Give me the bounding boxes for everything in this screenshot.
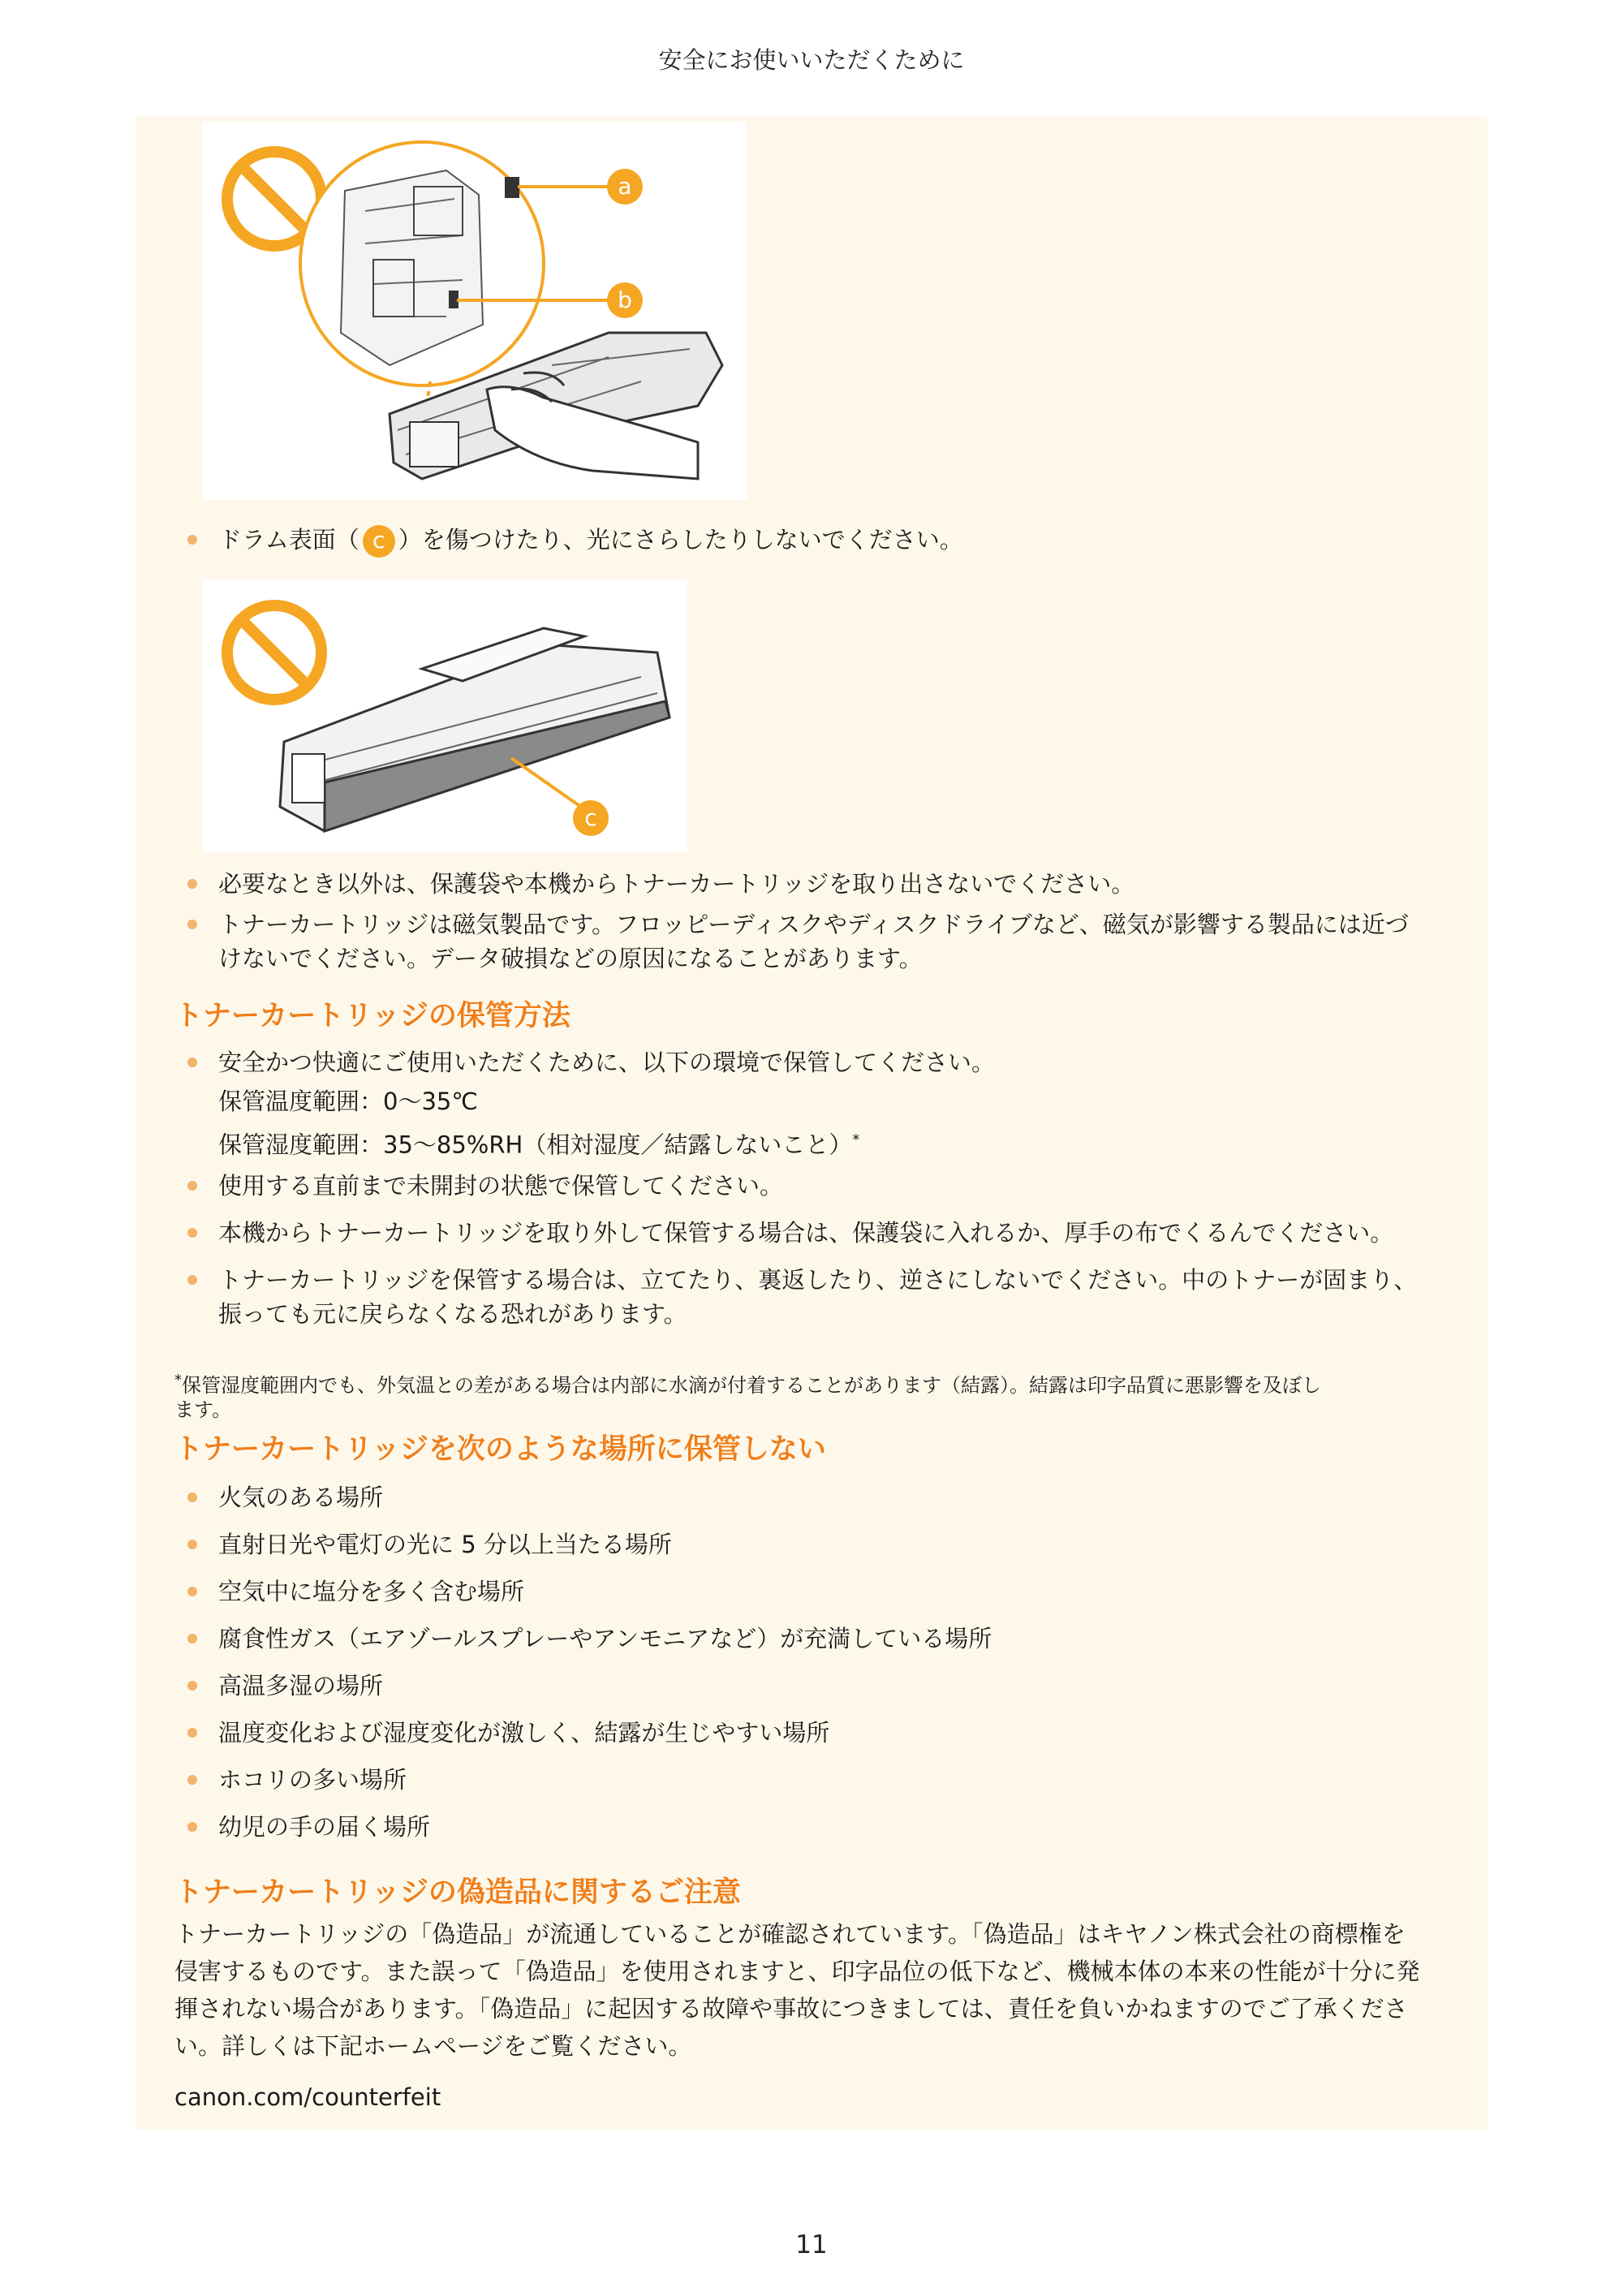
prohibited-icon	[227, 605, 321, 700]
list-item	[183, 1574, 992, 1609]
list-item-text-line1: トナーカートリッジを保管する場合は、立てたり、裏返したり、逆さにしないでください。中のトナーが固まり、	[218, 1265, 1418, 1294]
list-item	[183, 1763, 992, 1797]
bullet-dot-icon	[187, 1822, 197, 1832]
list-item-text: ホコリの多い場所	[218, 1766, 407, 1794]
marker-a	[607, 169, 643, 205]
page-header-title: 安全にお使いいただくために	[658, 46, 965, 74]
bullet-dot-icon	[187, 1493, 197, 1502]
list-item	[183, 1669, 992, 1703]
list-item-text: 高温多湿の場所	[218, 1672, 384, 1699]
list-item	[183, 1810, 992, 1844]
list-item-text-line1: トナーカートリッジは磁気製品です。フロッピーディスクやディスクドライブなど、磁気が影響する製品には近づ	[218, 911, 1409, 938]
counterfeit-heading: トナーカートリッジの偽造品に関するご注意	[174, 1876, 741, 1909]
bullet-dot-icon	[187, 1181, 197, 1191]
list-item-text: 幼児の手の届く場所	[218, 1813, 431, 1841]
humidity-range: 保管湿度範囲：35〜85%RH（相対湿度／結露しないこと）	[218, 1131, 853, 1159]
drum-warning-list	[183, 523, 963, 558]
list-item	[183, 1045, 1417, 1162]
list-item	[183, 1480, 992, 1514]
avoid-list	[183, 1480, 992, 1844]
illustration-drum-surface	[203, 579, 687, 852]
list-item	[183, 1716, 992, 1750]
handling-list	[183, 867, 1409, 976]
list-item	[183, 523, 963, 558]
list-item	[183, 907, 1409, 976]
footnote-mark: *	[852, 1131, 860, 1148]
page-number: 11	[795, 2230, 828, 2259]
marker-b	[607, 282, 643, 318]
storage-list	[183, 1045, 1417, 1331]
list-item-text: 空気中に塩分を多く含む場所	[218, 1578, 525, 1605]
bullet-dot-icon	[187, 1681, 197, 1691]
bullet-dot-icon	[187, 879, 197, 889]
bullet-dot-icon	[187, 1634, 197, 1643]
bullet-dot-icon	[187, 1275, 197, 1285]
marker-c-inline: c	[363, 525, 395, 558]
list-item-text: 使用する直前まで未開封の状態で保管してください。	[218, 1171, 784, 1200]
bullet-dot-icon	[187, 920, 197, 929]
list-item-text: 直射日光や電灯の光に 5 分以上当たる場所	[218, 1531, 672, 1558]
paragraph-line: 侵害するものです。また誤って「偽造品」を使用されますと、印字品位の低下など、機械本体の本来の性能が十分に発	[174, 1958, 1420, 1985]
footnote-line2: ます。	[174, 1398, 232, 1421]
paragraph-line: トナーカートリッジの「偽造品」が流通していることが確認されています。「偽造品」はキヤノン株式会社の商標権を	[174, 1920, 1406, 1948]
list-item-text: 温度変化および湿度変化が激しく、結露が生じやすい場所	[218, 1719, 830, 1747]
bullet-dot-icon	[187, 1058, 197, 1067]
list-item	[183, 1169, 1417, 1203]
list-item-text: 安全かつ快適にご使用いただくために、以下の環境で保管してください。	[218, 1049, 996, 1076]
list-item	[183, 867, 1409, 901]
footnote	[174, 1368, 1457, 1422]
bullet-dot-icon	[187, 1228, 197, 1238]
footnote-mark: *	[174, 1372, 182, 1389]
footnote-line1: 保管湿度範囲内でも、外気温との差がある場合は内部に水滴が付着することがあります（結露）。結露は印字品質に悪影響を及ぼし	[182, 1374, 1321, 1397]
list-item-text: 本機からトナーカートリッジを取り外して保管する場合は、保護袋に入れるか、厚手の布でくるんでください。	[218, 1218, 1394, 1247]
marker-c-label: c	[584, 804, 597, 831]
list-item-text: 腐食性ガス（エアゾールスプレーやアンモニアなど）が充満している場所	[218, 1625, 992, 1652]
list-item-text-line2: けないでください。データ破損などの原因になることがあります。	[218, 945, 923, 972]
content-box	[136, 117, 1487, 2130]
marker-a-label: a	[618, 173, 632, 200]
illustration-cartridge-touch	[203, 122, 747, 500]
bullet-dot-icon	[187, 535, 197, 545]
list-item	[183, 1263, 1417, 1331]
counterfeit-url-link[interactable]: canon.com/counterfeit	[174, 2083, 441, 2111]
avoid-heading: トナーカートリッジを次のような場所に保管しない	[174, 1433, 826, 1466]
list-item-text-line2: 振っても元に戻らなくなる恐れがあります。	[218, 1299, 687, 1328]
drum-text-after: ）を傷つけたり、光にさらしたりしないでください。	[398, 526, 963, 554]
marker-b-label: b	[618, 286, 632, 313]
list-item	[183, 1527, 992, 1562]
storage-heading: トナーカートリッジの保管方法	[174, 1000, 570, 1032]
bullet-dot-icon	[187, 1540, 197, 1549]
list-item-text: 必要なとき以外は、保護袋や本機からトナーカートリッジを取り出さないでください。	[218, 870, 1135, 898]
bullet-dot-icon	[187, 1587, 197, 1596]
temperature-range: 保管温度範囲：0〜35℃	[218, 1088, 478, 1115]
bullet-dot-icon	[187, 1775, 197, 1785]
paragraph-line: い。詳しくは下記ホームページをご覧ください。	[174, 2032, 692, 2060]
list-item-text: 火気のある場所	[218, 1484, 384, 1511]
paragraph-line: 揮されない場合があります。「偽造品」に起因する故障や事故につきましては、責任を負いかねますのでご了承くださ	[174, 1995, 1408, 2022]
counterfeit-paragraph	[174, 1915, 1461, 2065]
list-item	[183, 1622, 992, 1656]
marker-c	[573, 800, 609, 836]
list-item	[183, 1216, 1417, 1250]
drum-text-before: ドラム表面（	[218, 526, 359, 554]
bullet-dot-icon	[187, 1728, 197, 1738]
